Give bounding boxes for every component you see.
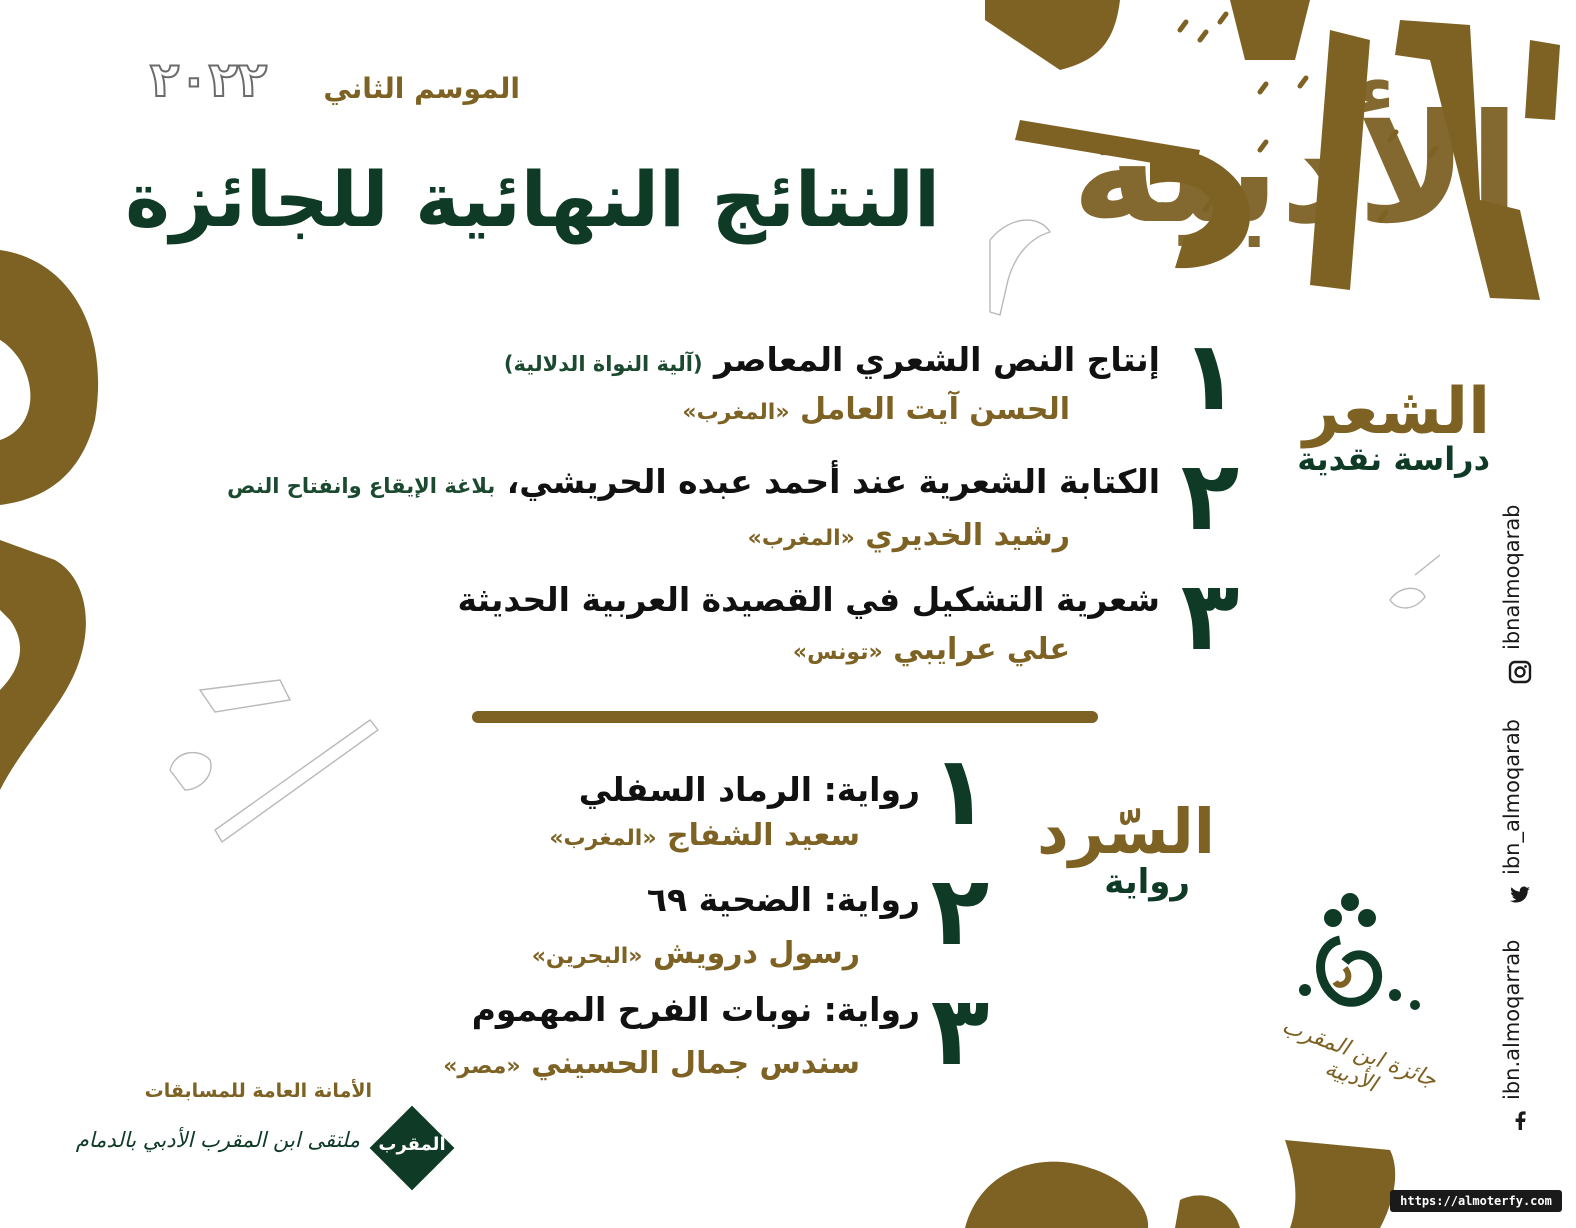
twitter-icon [1508,883,1532,907]
narrative-rank-3: ٣ [930,975,990,1087]
poetry-rank-1: ١ [1180,320,1240,432]
footer-forum: ملتقى ابن المقرب الأدبي بالدمام [75,1128,360,1152]
narrative-2-title: رواية: الضحية ٦٩ [646,880,920,919]
poetry-2-title [110,462,1160,501]
narrative-1-title: رواية: الرماد السفلي [578,770,920,809]
narrative-3-author-line [420,1046,860,1081]
narrative-1-country: «المغرب» [549,826,657,851]
deco-left-top-glyph [0,250,98,505]
deco-bottom-glyph-c [1175,1195,1240,1228]
narrative-1-author-line [500,818,860,853]
deco-outline-glyph-b [215,720,378,842]
poetry-1-author-line [682,392,1070,427]
forum-logo-text: المقرب [378,1134,446,1155]
facebook-handle: ibn.almoqarrab [1500,939,1524,1100]
narrative-2-author-line [500,936,860,971]
season-header [150,52,520,112]
section-divider [472,711,1098,723]
twitter-handle: ibn_almoqarab [1500,718,1524,875]
social-facebook[interactable] [1500,939,1540,1140]
watermark-url: https://almoterfy.com [1390,1190,1562,1212]
footer-organizer: الأمانة العامة للمسابقات [144,1080,372,1102]
poetry-3-author: علي عرايبي [893,632,1070,667]
deco-topright-stroke-b [1230,0,1310,60]
poetry-3-author-line [700,632,1070,667]
poetry-2-title-text: الكتابة الشعرية عند أحمد عبده الحريشي، [506,462,1160,501]
poetry-1-country: «المغرب» [682,400,790,425]
poetry-rank-3: ٣ [1180,560,1240,672]
poetry-2-subtitle: بلاغة الإيقاع وانفتاح النص [227,474,496,498]
poetry-1-title-text: إنتاج النص الشعري المعاصر [714,340,1160,379]
social-instagram[interactable] [1500,505,1540,690]
facebook-icon [1508,1108,1532,1132]
social-twitter[interactable] [1500,718,1540,915]
poetry-2-author-line [700,518,1070,553]
season-label: الموسم الثاني [323,72,520,105]
poetry-3-title: شعرية التشكيل في القصيدة العربية الحديثة [457,580,1160,619]
narrative-category-subtitle: رواية [1104,862,1190,902]
poetry-rank-2: ٢ [1180,440,1240,552]
poetry-1-subtitle: (آلية النواة الدلالية) [503,352,703,376]
deco-bottom-glyph-a [965,1162,1148,1228]
poetry-2-author: رشيد الخديري [865,518,1070,553]
narrative-3-author: سندس جمال الحسيني [531,1046,860,1081]
narrative-category-title: السّرد [1036,795,1215,868]
award-logo-text: جائزة ابن المقرب الأدبية [1278,1013,1440,1098]
narrative-3-country: «مصر» [443,1054,521,1079]
deco-topright-stroke-g [1525,40,1560,120]
poetry-category-title: الشعر [1302,375,1490,449]
poetry-3-country: «تونس» [792,640,883,665]
narrative-2-author: رسول درويش [652,936,860,971]
narrative-2-country: «البحرين» [531,944,643,969]
prize-name: الأدبية [1071,83,1520,257]
season-year: ٢٠٢٢ [150,52,268,108]
deco-outline-glyph-d [1390,555,1440,608]
deco-outline-glyph-c [990,220,1050,315]
instagram-icon [1508,660,1532,684]
poetry-1-title [420,340,1160,379]
deco-outline-glyph-a [170,680,290,790]
deco-bottom-glyph-b [1285,1140,1395,1228]
narrative-rank-1: ١ [930,735,990,847]
forum-logo [362,1098,462,1198]
award-logo [1245,890,1465,1120]
page-title: النتائج النهائية للجائزة [125,155,940,244]
deco-left-mid-glyph [0,540,86,790]
instagram-handle: ibnalmoqarab [1500,504,1524,650]
poetry-1-author: الحسن آيت العامل [800,392,1070,427]
narrative-1-author: سعيد الشفاج [666,818,860,853]
narrative-3-title: رواية: نوبات الفرح المهموم [471,990,920,1029]
poetry-2-country: «المغرب» [747,526,855,551]
narrative-rank-2: ٢ [930,855,990,967]
poetry-category-subtitle: دراسة نقدية [1297,440,1490,478]
